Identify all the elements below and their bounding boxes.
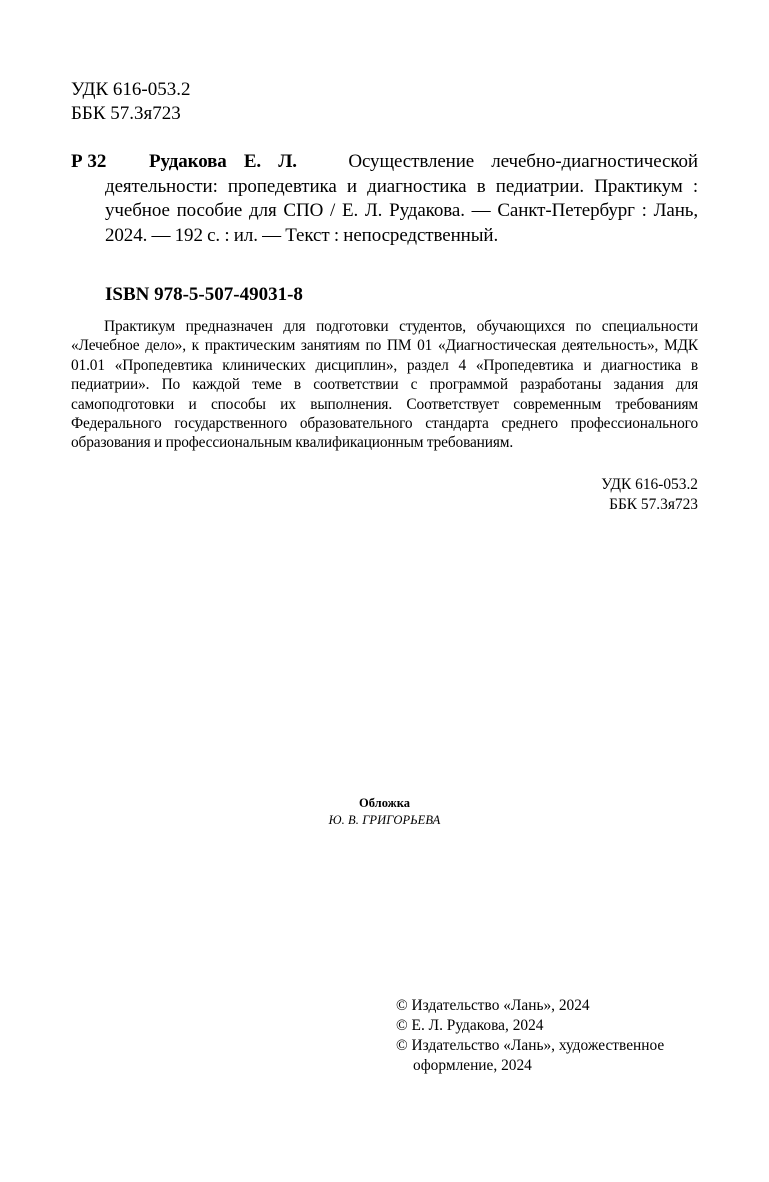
cover-credit	[0, 795, 769, 829]
classification-top	[71, 78, 191, 126]
bbk-code: ББК 57.3я723	[609, 496, 698, 513]
cover-label: Обложка	[359, 796, 410, 810]
isbn: ISBN 978-5-507-49031-8	[105, 284, 303, 305]
author-name: Рудакова Е. Л.	[149, 151, 297, 172]
bibliographic-description: Осуществление лечебно-диагностической деятельности: пропедевтика и диагностика в педиатрии. Практикум : учебное пособие для СПО / Е. Л. Рудакова. — Санкт-Петербург : Лань, 2024. — 192 с. : ил. — Текст : непосредственный.	[105, 151, 698, 246]
bbk-code: ББК 57.3я723	[71, 103, 181, 124]
copyright-notices	[396, 996, 696, 1076]
udk-code: УДК 616-053.2	[601, 476, 698, 493]
classification-bottom	[601, 475, 698, 515]
cover-artist: Ю. В. ГРИГОРЬЕВА	[328, 813, 441, 827]
copyright-line-continuation: оформление, 2024	[413, 1057, 532, 1074]
udk-code: УДК 616-053.2	[71, 79, 191, 100]
copyright-line: © Издательство «Лань», 2024	[396, 997, 590, 1014]
annotation: Практикум предназначен для подготовки студентов, обучающихся по специальности «Лечебное дело», к практическим занятиям по ПМ 01 «Диагностическая деятельность», МДК 01.01 «Пропедевтика клинических дисциплин», раздел 4 «Пропедевтика и диагностика в педиатрии». По каждой теме в соответствии с программой разработаны задания для самоподготовки и способы их выполнения. Соответствует современным требованиям Федерального государственного образовательного стандарта среднего профессионального образования и профессиональным квалификационным требованиям.	[71, 318, 698, 452]
copyright-line: © Издательство «Лань», художественное	[396, 1037, 665, 1054]
bibliographic-entry	[105, 150, 698, 248]
copyright-line: © Е. Л. Рудакова, 2024	[396, 1017, 544, 1034]
author-mark: Р 32	[71, 151, 107, 172]
